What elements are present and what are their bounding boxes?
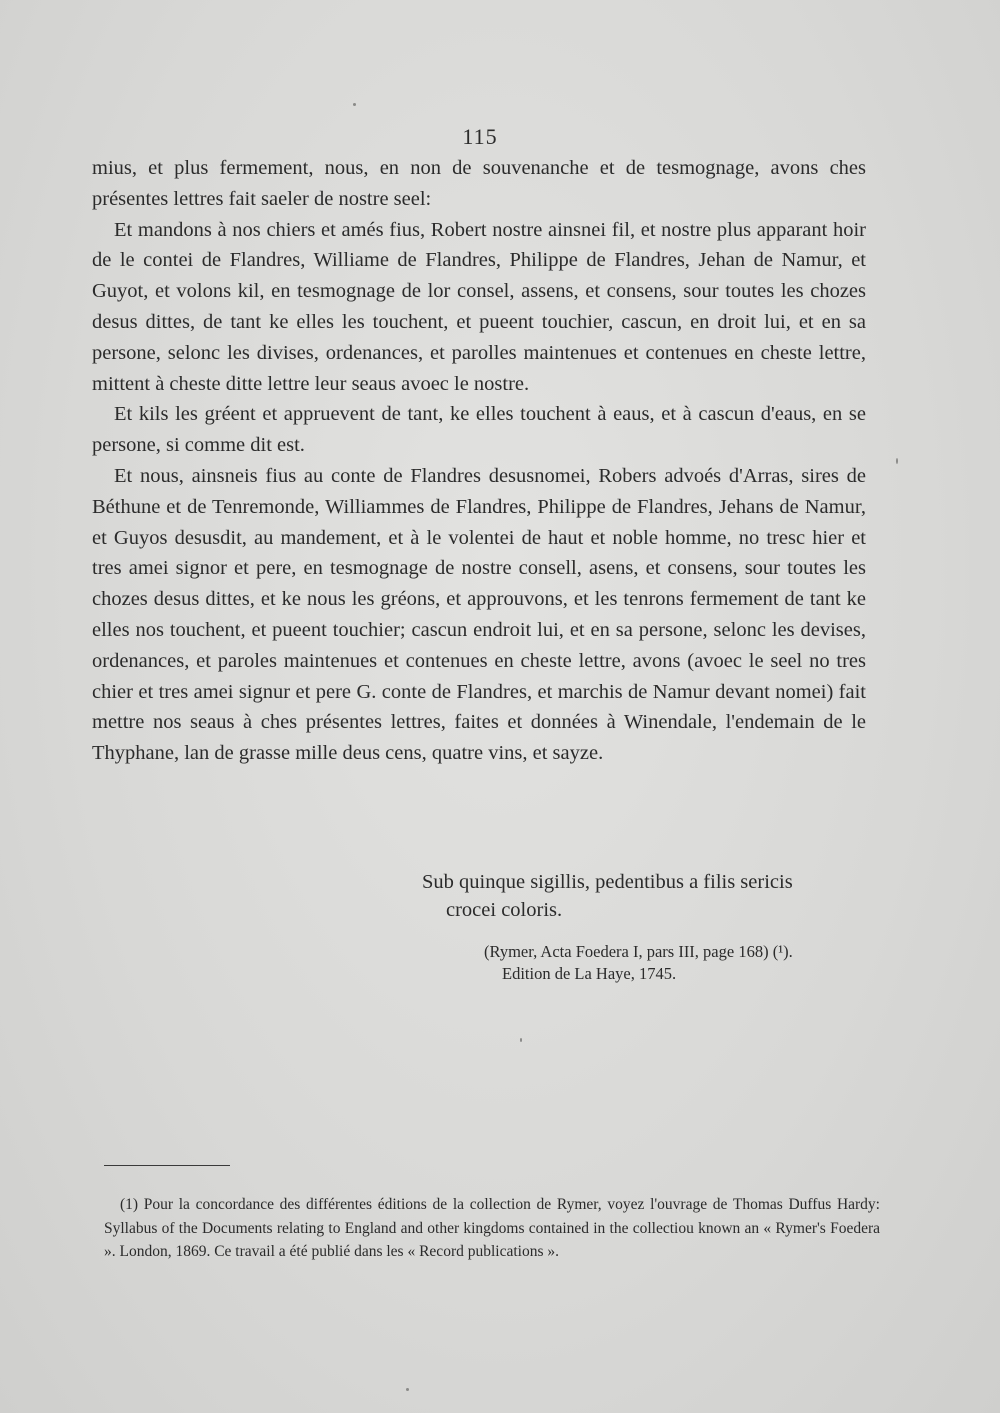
paragraph: Et mandons à nos chiers et amés fius, Robert nostre ainsnei fil, et nostre plus apparant hoir de le contei de Flandres, Williame de Flandres, Philippe de Flandres, Jehan de Namur, et Guyot, et volons kil, en tesmognage de lor consel, assens, et consens, sour toutes les chozes desus dittes, de tant ke elles les touchent, et pueent touchier, cascun, en droit lui, et en sa persone, selonc les divises, ordenances, et parolles maintenues et contenues en cheste lettre, mittent à cheste ditte lettre leur seaus avoec le nostre.: [92, 218, 866, 395]
closing-line: Sub quinque sigillis, pedentibus a filis sericis: [422, 871, 793, 893]
source-citation: [484, 941, 904, 985]
paragraph: Et kils les gréent et appruevent de tant, ke elles touchent à eaus, et à cascun d'eaus, en se persone, si comme dit est.: [92, 403, 866, 457]
paragraph: Et nous, ainsneis fius au conte de Flandres desusnomei, Robers advoés d'Arras, sires de Béthune et de Tenremonde, Williammes de Flandres, Philippe de Flandres, Jehans de Namur, et Guyos desusdit, au mandement, et à le volentei de haut et noble homme, no tresc hier et tres amei signor et pere, en tesmognage de nostre consell, asens, et consens, sour toutes les chozes desus dittes, et ke nous les gréons, et approuvons, et les tenrons fermement de tant ke elles nos touchent, et pueent touchier; cascun endroit lui, et en sa persone, selonc les devises, ordenances, et paroles maintenues et contenues en cheste lettre, avons (avoec le seel no tres chier et tres amei signur et pere G. conte de Flandres, et marchis de Namur devant nomei) fait mettre nos seaus à ches présentes lettres, faites et données à Winendale, l'endemain de le Thyphane, lan de grasse mille deus cens, quatre vins, et sayze.: [92, 464, 866, 765]
footnote-divider: [104, 1165, 230, 1166]
scan-speck: [520, 1038, 522, 1042]
citation-line: Edition de La Haye, 1745.: [502, 964, 677, 983]
body-text: [92, 153, 866, 769]
footnote: (1) Pour la concordance des différentes éditions de la collection de Rymer, voyez l'ouvrage de Thomas Duffus Hardy: Syllabus of the Documents relating to England and other kingdoms contained in the collectiou known an « Rymer's Foedera ». London, 1869. Ce travail a été publié dans les « Record publications ».: [104, 1196, 880, 1260]
scan-speck: [896, 458, 898, 464]
scan-speck: [406, 1388, 409, 1391]
citation-line: (Rymer, Acta Foedera I, pars III, page 168) (¹).: [484, 942, 793, 961]
closing-note: [422, 868, 882, 924]
paragraph: mius, et plus fermement, nous, en non de souvenanche et de tesmognage, avons ches présentes lettres fait saeler de nostre seel:: [92, 157, 866, 210]
closing-line: crocei coloris.: [446, 899, 563, 921]
page-number: 115: [462, 124, 498, 149]
scan-speck: [353, 103, 356, 106]
